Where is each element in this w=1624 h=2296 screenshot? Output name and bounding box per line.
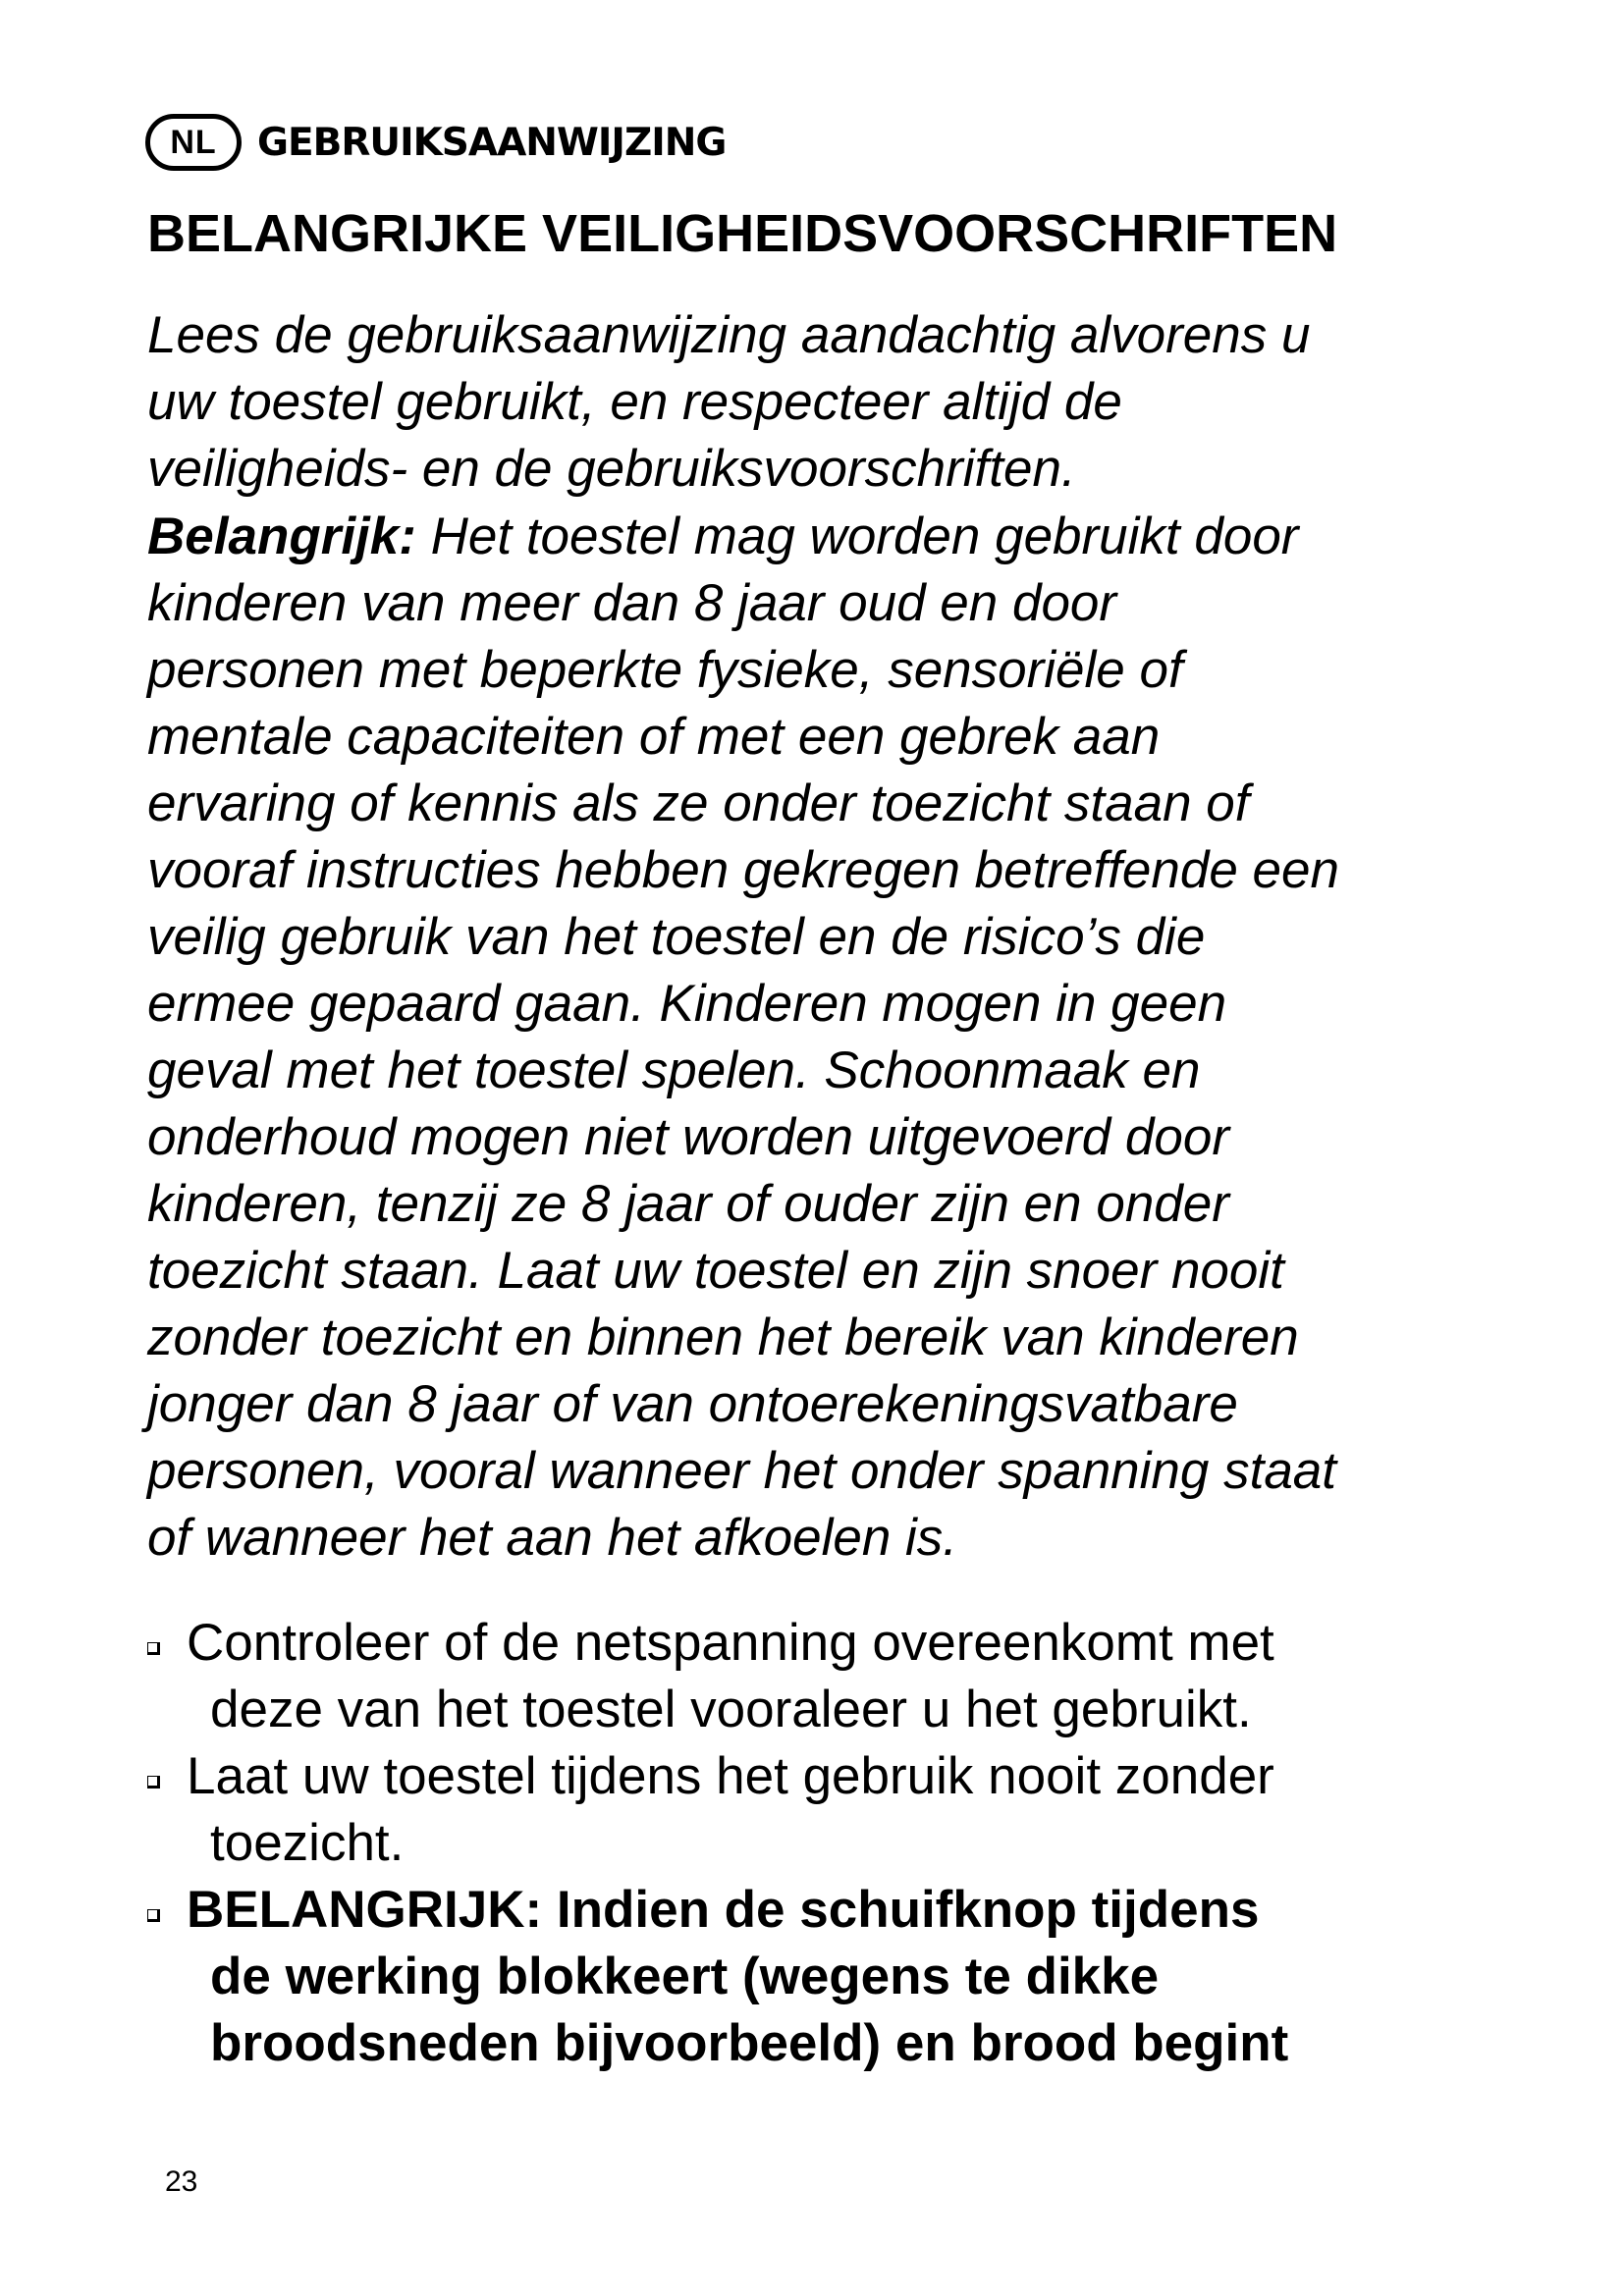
checkbox-bullet-icon: [147, 1642, 160, 1655]
intro-line: Lees de gebruiksaanwijzing aandachtig alvorens u: [147, 306, 1311, 364]
bullet-line: broodsneden bijvoorbeeld) en brood begint: [210, 2014, 1289, 2072]
warning-line: mentale capaciteiten of met een gebrek aan: [147, 708, 1161, 766]
list-item: [147, 1610, 1288, 1743]
warning-line: toezicht staan. Laat uw toestel en zijn snoer nooit: [147, 1242, 1284, 1300]
list-item: [147, 1877, 1288, 2077]
warning-line: vooraf instructies hebben gekregen betreffende een: [147, 841, 1339, 899]
warning-line: kinderen, tenzij ze 8 jaar of ouder zijn en onder: [147, 1175, 1229, 1233]
intro-paragraph: [147, 302, 1310, 503]
page-number: 23: [165, 2165, 198, 2198]
warning-line: ervaring of kennis als ze onder toezicht staan of: [147, 774, 1250, 832]
warning-line: personen, vooral wanneer het onder spanning staat: [147, 1442, 1337, 1500]
bullet-line: Laat uw toestel tijdens het gebruik nooit zonder: [187, 1747, 1274, 1805]
instruction-list: [147, 1610, 1288, 2077]
section-heading: BELANGRIJKE VEILIGHEIDSVOORSCHRIFTEN: [147, 204, 1338, 263]
manual-title: GEBRUIKSAANWIJZING: [257, 120, 727, 165]
warning-line: personen met beperkte fysieke, sensoriële of: [147, 641, 1183, 699]
warning-line: veilig gebruik van het toestel en de risico’s die: [147, 908, 1206, 966]
warning-line: kinderen van meer dan 8 jaar oud en door: [147, 574, 1117, 632]
warning-line: onderhoud mogen niet worden uitgevoerd door: [147, 1108, 1230, 1166]
language-badge: NL: [145, 114, 242, 171]
intro-line: uw toestel gebruikt, en respecteer altijd de: [147, 373, 1122, 431]
intro-line: veiligheids- en de gebruiksvoorschriften.: [147, 440, 1076, 498]
checkbox-bullet-icon: [147, 1909, 160, 1922]
checkbox-bullet-icon: [147, 1776, 160, 1789]
warning-line: jonger dan 8 jaar of van ontoerekeningsvatbare: [147, 1375, 1238, 1433]
warning-line: ermee gepaard gaan. Kinderen mogen in geen: [147, 975, 1227, 1033]
bullet-line: deze van het toestel vooraleer u het gebruikt.: [210, 1681, 1252, 1738]
bullet-line: toezicht.: [210, 1814, 405, 1872]
warning-paragraph: [147, 504, 1339, 1572]
warning-line: zonder toezicht en binnen het bereik van kinderen: [147, 1308, 1299, 1366]
warning-line: geval met het toestel spelen. Schoonmaak en: [147, 1041, 1201, 1099]
warning-line: of wanneer het aan het afkoelen is.: [147, 1509, 958, 1567]
list-item: [147, 1743, 1288, 1877]
bullet-line: Controleer of de netspanning overeenkomt met: [187, 1614, 1274, 1672]
manual-header: [145, 110, 726, 175]
bullet-line: BELANGRIJK: Indien de schuifknop tijdens: [187, 1881, 1260, 1939]
warning-line: Het toestel mag worden gebruikt door: [415, 507, 1299, 565]
warning-lead: Belangrijk:: [147, 507, 416, 565]
bullet-line: de werking blokkeert (wegens te dikke: [210, 1948, 1160, 2005]
